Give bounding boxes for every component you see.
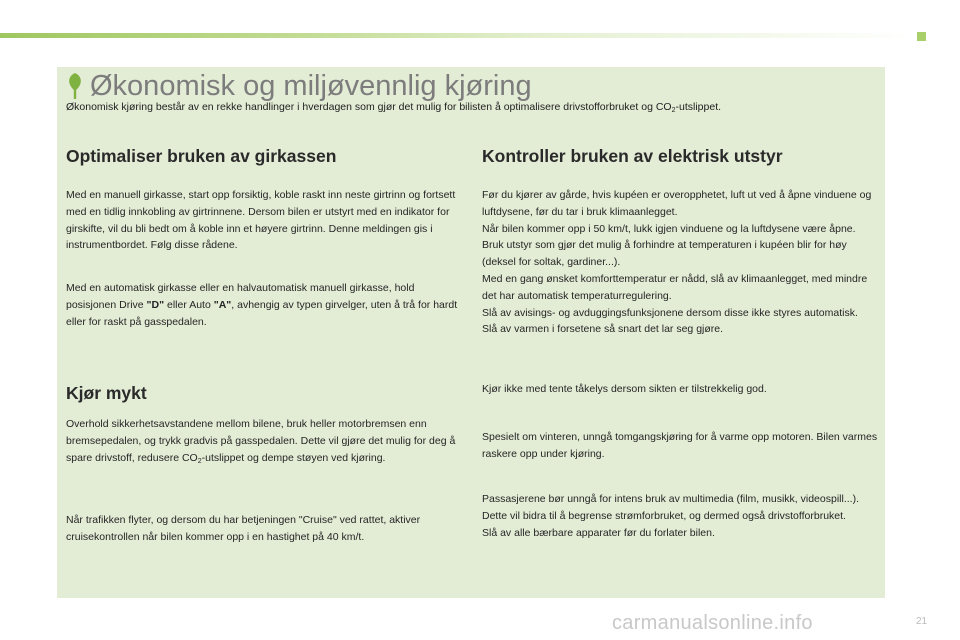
gearbox-automatic-paragraph: Med en automatisk girkasse eller en halvautomatisk manuell girkasse, hold posisjonen Drive "D" eller Auto "A", avhengig av typen girvelger, uten å trå for hardt eller for raskt på gasspedalen. (66, 282, 458, 328)
top-decorative-bar (0, 33, 915, 38)
heading-electrical-equipment: Kontroller bruken av elektrisk utstyr (482, 146, 783, 166)
corner-square-marker (917, 32, 926, 41)
heading-smooth-driving: Kjør mykt (66, 383, 147, 403)
cruise-control-paragraph: Når trafikken flyter, og dersom du har betjeningen "Cruise" ved rattet, aktiver cruisekontrollen når bilen kommer opp i en hastighet på 40 km/t. (66, 514, 421, 543)
smooth-driving-paragraph: Overhold sikkerhetsavstandene mellom bilene, bruk heller motorbremsen enn bremsepedalen, og trykk gradvis på gasspedalen. Dette vil gjøre det mulig for deg å spare drivstoff, redusere $CO_2$-utslippet og dempe støyen ved kjøring. (66, 418, 456, 465)
winter-idling-paragraph: Spesielt om vinteren, unngå tomgangskjøring for å varme opp motoren. Bilen varmes raskere opp under kjøring. (482, 431, 878, 460)
page-number: 21 (916, 616, 928, 627)
gearbox-manual-paragraph: Med en manuell girkasse, start opp forsiktig, koble raskt inn neste girtrinn og fortsett med en tidlig innkobling av girtrinnene. Dersom bilen er utstyrt med en indikator for girskifte, vil du bli bedt om å koble inn et høyere girtrinn. Denne meldingen gis i instrumentbordet. Følg disse rådene. (66, 189, 456, 252)
fog-lights-paragraph: Kjør ikke med tente tåkelys dersom sikten er tilstrekkelig god. (482, 383, 767, 395)
watermark: carmanualsonline.info (612, 612, 813, 634)
heading-gearbox: Optimaliser bruken av girkassen (66, 146, 337, 166)
multimedia-paragraph: Passasjerene bør unngå for intens bruk av multimedia (film, musikk, videospill...). Dette vil bidra til å begrense strømforbruket, og dermed også drivstofforbruket. Slå av alle bærbare apparater før du forlater bilen. (482, 493, 859, 539)
leaf-icon (66, 72, 84, 100)
electrical-equipment-paragraph: Før du kjører av gårde, hvis kupéen er overopphetet, luft ut ved å åpne vinduene og luftdysene, før du tar i bruk klimaanlegget. Når bilen kommer opp i 50 km/t, lukk igjen vinduene og la luftdysene være åpne. Bruk utstyr som gjør det mulig å forhindre at temperaturen i kupéen blir for høy (deksel for soltak, gardiner...). Med en gang ønsket komforttemperatur er nådd, slå av klimaanlegget, med mindre det har automatisk temperaturregulering. Slå av avisings- og avduggingsfunksjonene dersom disse ikke styres automatisk. Slå av varmen i forsetene så snart det lar seg gjøre. (482, 189, 872, 336)
intro-text: Økonomisk kjøring består av en rekke handlinger i hverdagen som gjør det mulig for bilisten å optimalisere drivstofforbruket og $CO_2$-utslippet. (66, 101, 722, 114)
page-title: Økonomisk og miljøvennlig kjøring (90, 70, 532, 102)
